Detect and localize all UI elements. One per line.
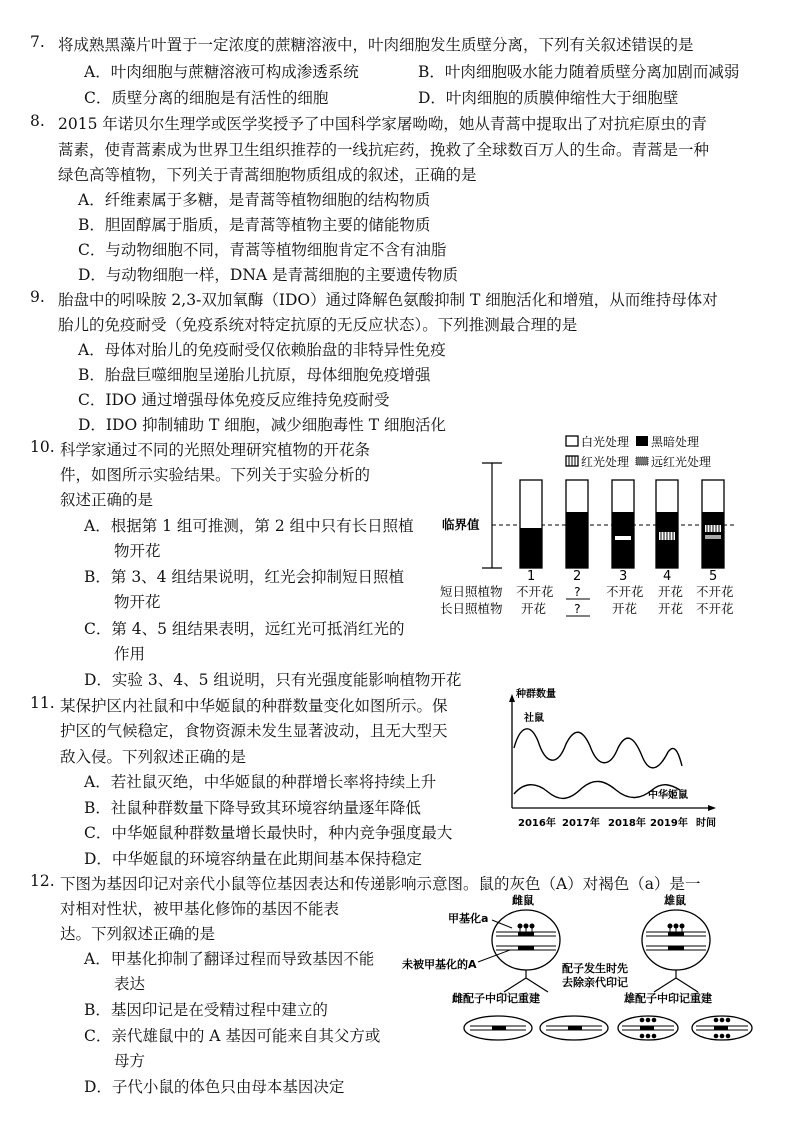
male-cell <box>642 910 710 970</box>
q11-option-c: C．中华姬鼠种群数量增长最快时，种内竞争强度最大 <box>84 824 453 842</box>
short-day-result-2: ? <box>574 584 581 599</box>
q8-option-d: D．与动物细胞一样，DNA 是青蒿细胞的主要遗传物质 <box>78 266 459 284</box>
arrow-female-right <box>526 978 548 992</box>
q12-option-c-line1: C．亲代雄鼠中的 A 基因可能来自其父方或 <box>84 1027 381 1045</box>
bar-group-1 <box>520 480 542 568</box>
x-axis-label: 时间 <box>696 818 716 829</box>
q10-option-a-line1: A．根据第 1 组可推测，第 2 组中只有长日照植 <box>84 517 414 535</box>
bar-group-3 <box>612 480 634 568</box>
q8-stem-line3: 绿色高等植物，下列关于青蒿细胞物质组成的叙述，正确的是 <box>58 166 477 184</box>
short-day-result-1: 不开花 <box>516 584 554 599</box>
long-day-result-1: 开花 <box>521 601 547 616</box>
q8-option-c: C．与动物细胞不同，青蒿等植物细胞肯定不含有油脂 <box>78 241 447 259</box>
q8-option-a: A．纤维素属于多糖，是青蒿等植物细胞的结构物质 <box>78 191 431 209</box>
q7-option-d: D．叶肉细胞的质膜伸缩性大于细胞壁 <box>418 89 679 107</box>
group-label-5: 5 <box>709 569 718 584</box>
q9-number: 9. <box>30 288 45 306</box>
long-day-result-4: 开花 <box>658 601 684 616</box>
x-tick-2017: 2017年 <box>562 818 600 829</box>
arrow-male-left <box>654 978 676 992</box>
male-label: 雄鼠 <box>664 894 686 907</box>
q11-option-a: A．若社鼠灭绝，中华姬鼠的种群增长率将持续上升 <box>84 773 437 791</box>
q7-option-b: B．叶肉细胞吸水能力随着质壁分离加剧而减弱 <box>418 63 740 81</box>
q10-option-d: D．实验 3、4、5 组说明，只有光强度能影响植物开花 <box>84 671 462 689</box>
legend-white-swatch <box>566 436 578 446</box>
q8-stem-line1: 2015 年诺贝尔生理学或医学奖授予了中国科学家屠呦呦，她从青蒿中提取出了对抗疟原虫的青 <box>58 115 707 133</box>
q10-light-treatment-figure <box>436 428 776 618</box>
male-gamete-2 <box>692 1016 752 1040</box>
q9-option-d: D．IDO 抑制辅助 T 细胞，减少细胞毒性 T 细胞活化 <box>78 416 446 434</box>
methylation-label: 甲基化a <box>448 912 489 925</box>
male-gamete-1 <box>618 1016 678 1040</box>
arrow-female-left <box>504 978 526 992</box>
q10-stem-line2: 件，如图所示实验结果。下列关于实验分析的 <box>60 466 371 484</box>
q12-option-c-line2: 母方 <box>114 1052 146 1070</box>
female-gamete-2 <box>540 1016 608 1040</box>
legend-farred-label: 远红光处理 <box>651 455 712 469</box>
q11-population-figure <box>500 686 740 836</box>
q9-stem-line2: 胎儿的免疫耐受（免疫系统对特定抗原的无反应状态）。下列推测最合理的是 <box>58 316 578 334</box>
q11-stem-line1: 某保护区内社鼠和中华姬鼠的种群数量变化如图所示。保 <box>60 697 448 715</box>
series-label-zhonghua-jishu: 中华姬鼠 <box>648 790 688 801</box>
group-label-3: 3 <box>619 569 628 584</box>
q8-stem-line2: 蒿素，使青蒿素成为世界卫生组织推荐的一线抗疟药，挽救了全球数百万人的生命。青蒿是一种 <box>58 141 710 159</box>
q7-option-a: A．叶肉细胞与蔗糖溶液可构成渗透系统 <box>84 63 359 81</box>
q12-stem-line3: 达。下列叙述正确的是 <box>60 925 216 943</box>
group-label-2: 2 <box>573 569 582 584</box>
q7-stem: 将成熟黑藻片叶置于一定浓度的蔗糖溶液中，叶肉细胞发生质壁分离，下列有关叙述错误的是 <box>58 36 694 54</box>
q11-option-d: D．中华姬鼠的环境容纳量在此期间基本保持稳定 <box>84 850 422 868</box>
gamete-note-line1: 配子发生时先 <box>562 962 628 975</box>
series-line-she-shu <box>514 729 682 768</box>
q10-option-c-line1: C．第 4、5 组结果表明，远红光可抵消红光的 <box>84 620 405 638</box>
legend-white-label: 白光处理 <box>581 435 630 449</box>
group-label-4: 4 <box>663 569 672 584</box>
q12-option-a-line2: 表达 <box>114 975 146 993</box>
short-day-result-3: 不开花 <box>606 584 644 599</box>
long-day-result-3: 开花 <box>612 601 638 616</box>
legend-black-swatch <box>636 436 648 446</box>
legend-farred-swatch <box>636 457 648 465</box>
bar-group-2 <box>566 480 588 568</box>
q8-number: 8. <box>30 112 45 130</box>
series-label-she-shu: 社鼠 <box>524 713 544 724</box>
male-rebuild-label: 雄配子中印记重建 <box>624 992 712 1005</box>
q12-stem-line2: 对相对性状，被甲基化修饰的基因不能表 <box>60 900 340 918</box>
group-label-1: 1 <box>527 569 536 584</box>
q10-option-b-line2: 物开花 <box>114 593 161 611</box>
short-day-result-4: 开花 <box>658 584 684 599</box>
q12-option-d: D．子代小鼠的体色只由母本基因决定 <box>84 1078 345 1096</box>
q9-stem-line1: 胎盘中的吲哚胺 2,3-双加氧酶（IDO）通过降解色氨酸抑制 T 细胞活化和增殖，从而维持母体对 <box>58 291 718 309</box>
x-tick-2019: 2019年 <box>650 818 688 829</box>
female-gamete-1 <box>464 1016 532 1040</box>
q7-option-c: C．质壁分离的细胞是有活性的细胞 <box>84 89 329 107</box>
q11-number: 11. <box>30 694 55 712</box>
legend-black-label: 黑暗处理 <box>651 435 700 449</box>
arrow-male-right <box>676 978 698 992</box>
threshold-label: 临界值 <box>442 517 480 532</box>
q10-stem-line1: 科学家通过不同的光照处理研究植物的开花条 <box>60 441 371 459</box>
q12-option-b: B．基因印记是在受精过程中建立的 <box>84 1001 328 1019</box>
unmethylated-label: 未被甲基化的A <box>402 958 477 971</box>
row-label-long-day: 长日照植物 <box>440 601 503 616</box>
q9-option-a: A．母体对胎儿的免疫耐受仅依赖胎盘的非特异性免疫 <box>78 341 446 359</box>
long-day-result-2: ? <box>574 601 581 616</box>
female-cell <box>492 910 560 970</box>
bar-group-5 <box>702 480 724 568</box>
female-label: 雌鼠 <box>512 894 534 907</box>
female-rebuild-label: 雌配子中印记重建 <box>452 992 540 1005</box>
q11-option-b: B．社鼠种群数量下降导致其环境容纳量逐年降低 <box>84 799 421 817</box>
q11-stem-line2: 护区的气候稳定，食物资源未发生显著波动，且无大型天 <box>60 722 448 740</box>
y-axis-label: 种群数量 <box>516 689 556 700</box>
legend-red-label: 红光处理 <box>581 455 630 469</box>
q10-option-c-line2: 作用 <box>114 645 146 663</box>
q11-stem-line3: 敌入侵。下列叙述正确的是 <box>60 748 247 766</box>
q10-option-a-line2: 物开花 <box>114 542 161 560</box>
q12-imprinting-figure <box>400 890 780 1050</box>
q12-stem-line1: 下图为基因印记对亲代小鼠等位基因表达和传递影响示意图。鼠的灰色（A）对褐色（a）是一 <box>60 875 701 893</box>
gamete-note-line2: 去除亲代印记 <box>562 976 628 989</box>
row-label-short-day: 短日照植物 <box>440 584 503 599</box>
q7-number: 7. <box>30 33 45 51</box>
q10-stem-line3: 叙述正确的是 <box>60 491 154 509</box>
q10-option-b-line1: B．第 3、4 组结果说明，红光会抑制短日照植 <box>84 568 404 586</box>
q9-option-b: B．胎盘巨噬细胞呈递胎儿抗原，母体细胞免疫增强 <box>78 366 431 384</box>
long-day-result-5: 不开花 <box>696 601 734 616</box>
bar-group-4 <box>656 480 678 568</box>
short-day-result-5: 不开花 <box>696 584 734 599</box>
q12-number: 12. <box>30 872 55 890</box>
q8-option-b: B．胆固醇属于脂质，是青蒿等植物主要的储能物质 <box>78 216 431 234</box>
x-tick-2018: 2018年 <box>608 818 646 829</box>
q9-option-c: C．IDO 通过增强母体免疫反应维持免疫耐受 <box>78 391 390 409</box>
q12-option-a-line1: A．甲基化抑制了翻译过程而导致基因不能 <box>84 950 375 968</box>
x-tick-2016: 2016年 <box>518 818 556 829</box>
q10-number: 10. <box>30 438 55 456</box>
